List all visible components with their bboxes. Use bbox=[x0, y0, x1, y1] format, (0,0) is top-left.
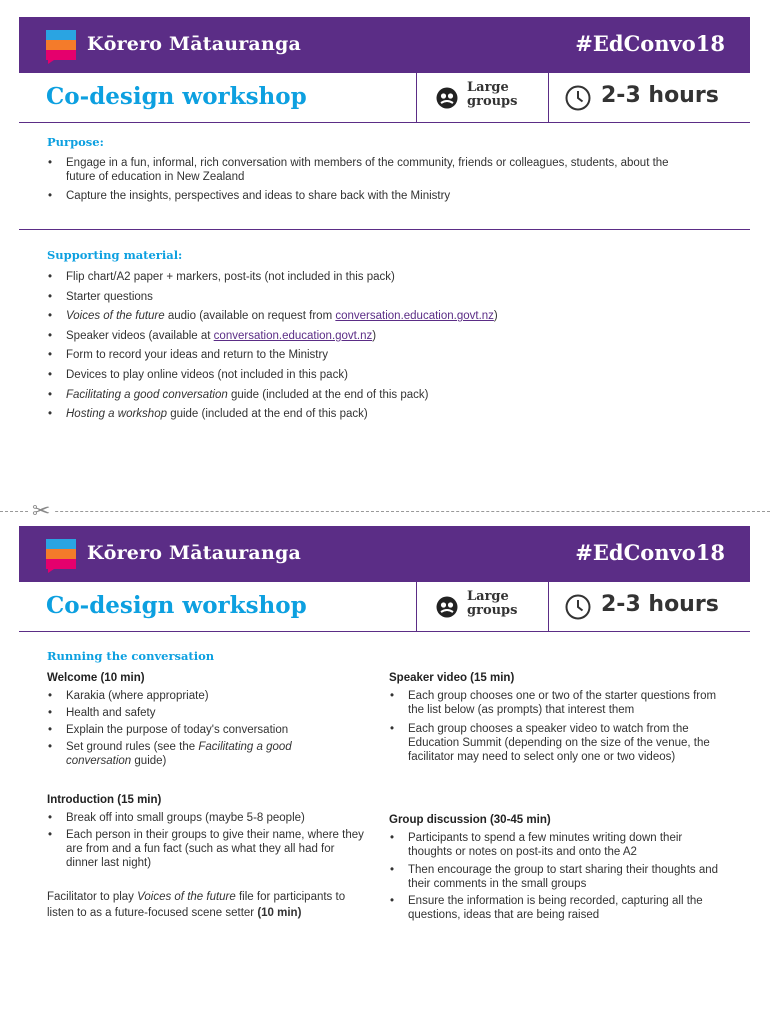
speech-bubble-logo-icon bbox=[46, 539, 76, 573]
introduction-heading: Introduction (15 min) bbox=[47, 794, 162, 806]
section-divider bbox=[19, 229, 750, 230]
speaker-video-list bbox=[389, 689, 719, 767]
welcome-heading: Welcome (10 min) bbox=[47, 672, 145, 684]
speech-bubble-logo-icon bbox=[46, 30, 76, 64]
supporting-material-list bbox=[47, 270, 707, 427]
list-item: • Break off into small groups (maybe 5-8 people) bbox=[47, 811, 367, 825]
list-item: • Each person in their groups to give their name, where they are from and a fun fact (such as what they all had for dinner last night) bbox=[47, 828, 367, 870]
cut-line bbox=[0, 511, 770, 512]
speaker-video-heading: Speaker video (15 min) bbox=[389, 672, 515, 684]
purpose-heading: Purpose: bbox=[47, 135, 104, 149]
website-link[interactable]: conversation.education.govt.nz bbox=[213, 329, 373, 342]
group-size: Large groups bbox=[467, 589, 518, 618]
list-item: • Karakia (where appropriate) bbox=[47, 689, 357, 703]
header-banner bbox=[19, 17, 750, 73]
list-item: • Each group chooses one or two of the starter questions from the list below (as prompts) that interest them bbox=[389, 689, 719, 717]
hashtag: #EdConvo18 bbox=[575, 31, 725, 56]
list-item: • Hosting a workshop guide (included at the end of this pack) bbox=[47, 407, 707, 421]
group-size: Large groups bbox=[467, 80, 518, 109]
running-heading: Running the conversation bbox=[47, 649, 215, 663]
hashtag: #EdConvo18 bbox=[575, 540, 725, 565]
list-item: • Devices to play online videos (not included in this pack) bbox=[47, 368, 707, 382]
facilitator-note: Facilitator to play Voices of the future file for participants to listen to as a future-focused scene setter (10 min) bbox=[47, 891, 346, 919]
scissors-icon: ✂ bbox=[28, 500, 54, 522]
brand-name: Kōrero Mātauranga bbox=[87, 33, 301, 55]
duration: 2-3 hours bbox=[601, 83, 719, 108]
clock-icon bbox=[565, 85, 591, 111]
list-item: • Starter questions bbox=[47, 290, 707, 304]
title-bar bbox=[19, 73, 750, 123]
divider bbox=[548, 73, 549, 123]
welcome-list bbox=[47, 689, 357, 771]
list-item: • Flip chart/A2 paper + markers, post-its (not included in this pack) bbox=[47, 270, 707, 284]
group-faces-icon bbox=[436, 596, 458, 618]
list-item: • Facilitating a good conversation guide (included at the end of this pack) bbox=[47, 388, 707, 402]
divider bbox=[416, 582, 417, 632]
list-item: • Then encourage the group to start sharing their thoughts and their comments in the small groups bbox=[389, 863, 719, 891]
page-title: Co-design workshop bbox=[46, 592, 307, 619]
divider bbox=[416, 73, 417, 123]
list-item: • Engage in a fun, informal, rich conversation with members of the community, friends or colleagues, students, about the future of education in New Zealand bbox=[47, 156, 687, 184]
purpose-list bbox=[47, 156, 687, 208]
brand-name: Kōrero Mātauranga bbox=[87, 542, 301, 564]
list-item: • Explain the purpose of today's conversation bbox=[47, 723, 357, 737]
list-item: • Health and safety bbox=[47, 706, 357, 720]
introduction-list bbox=[47, 811, 367, 873]
divider bbox=[548, 582, 549, 632]
header-banner bbox=[19, 526, 750, 582]
page-title: Co-design workshop bbox=[46, 83, 307, 110]
list-item: • Form to record your ideas and return to the Ministry bbox=[47, 348, 707, 362]
duration: 2-3 hours bbox=[601, 592, 719, 617]
list-item: • Participants to spend a few minutes writing down their thoughts or notes on post-its and onto the A2 bbox=[389, 831, 719, 859]
group-discussion-list bbox=[389, 831, 719, 925]
list-item: • Ensure the information is being recorded, capturing all the questions, ideas that are being raised bbox=[389, 894, 719, 922]
supporting-material-heading: Supporting material: bbox=[47, 248, 183, 262]
clock-icon bbox=[565, 594, 591, 620]
list-item: • Each group chooses a speaker video to watch from the Education Summit (depending on the size of the venue, the facilitator may need to select only one or two videos) bbox=[389, 722, 719, 764]
list-item: • Speaker videos (available at conversation.education.govt.nz) bbox=[47, 329, 707, 343]
title-bar bbox=[19, 582, 750, 632]
group-discussion-heading: Group discussion (30-45 min) bbox=[389, 814, 551, 826]
website-link[interactable]: conversation.education.govt.nz bbox=[335, 310, 494, 323]
list-item: • Voices of the future audio (available on request from conversation.education.govt.nz) bbox=[47, 309, 707, 323]
list-item: • Capture the insights, perspectives and ideas to share back with the Ministry bbox=[47, 189, 687, 203]
group-faces-icon bbox=[436, 87, 458, 109]
list-item: • Set ground rules (see the Facilitating a good conversation guide) bbox=[47, 740, 357, 768]
